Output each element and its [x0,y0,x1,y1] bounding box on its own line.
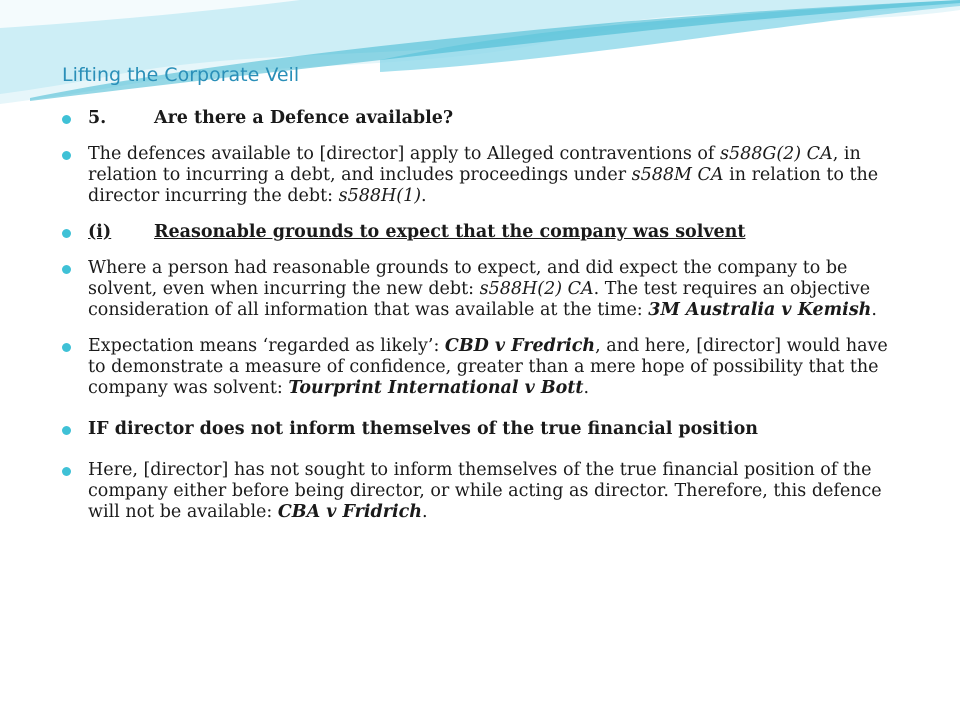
heading-number: (i) [88,222,112,242]
paragraph-text: . [871,300,877,320]
paragraph-text: Expectation means ‘regarded as likely’: [88,336,445,356]
slide-body [62,108,902,523]
bullet-paragraph [62,258,902,321]
paragraph-text: Here, [director] has not sought to inform themselves of the true financial position of the company either before being director, or while acting as director. Therefore, this defence will not be available: [88,460,882,522]
paragraph-text: , and here, [director] would have to demonstrate a measure of confidence, greater than a mere hope of possibility that the company was solvent: [88,336,888,398]
case-citation: CBD v Fredrich [444,336,596,356]
bullet-heading [62,108,902,129]
bullet-heading [62,419,902,440]
statute-reference: s588G(2) CA [719,144,833,164]
heading-text: Reasonable grounds to expect that the company was solvent [154,222,746,242]
header-wave-decoration [0,0,960,120]
statute-reference: s588H(2) CA [479,279,594,299]
case-citation: Tourprint International v Bott [288,378,584,398]
heading-text: IF director does not inform themselves of the true financial position [88,419,758,439]
paragraph-text: , in relation to incurring a debt, and includes proceedings under [88,144,861,185]
bullet-paragraph [62,144,902,207]
heading-text: Are there a Defence available? [154,108,454,128]
paragraph-text: . [421,502,428,522]
bullet-paragraph [62,336,902,399]
slide-title: Lifting the Corporate Veil [62,64,300,86]
paragraph-text: in relation to the director incurring the debt: [88,165,879,206]
paragraph-text: The defences available to [director] apply to Alleged contraventions of [88,144,720,164]
case-citation: CBA v Fridrich [277,502,422,522]
paragraph-text: . The test requires an objective consideration of all information that was available at the time: [88,279,871,320]
statute-reference: s588M CA [631,165,724,185]
bullet-heading [62,222,902,243]
bullet-paragraph [62,460,902,523]
paragraph-text: Where a person had reasonable grounds to expect, and did expect the company to be solvent, even when incurring the new debt: [88,258,848,299]
case-citation: 3M Australia v Kemish [648,300,872,320]
paragraph-text: . [583,378,590,398]
heading-number: 5. [88,108,107,128]
paragraph-text: . [421,186,427,206]
statute-reference: s588H(1) [338,186,422,206]
